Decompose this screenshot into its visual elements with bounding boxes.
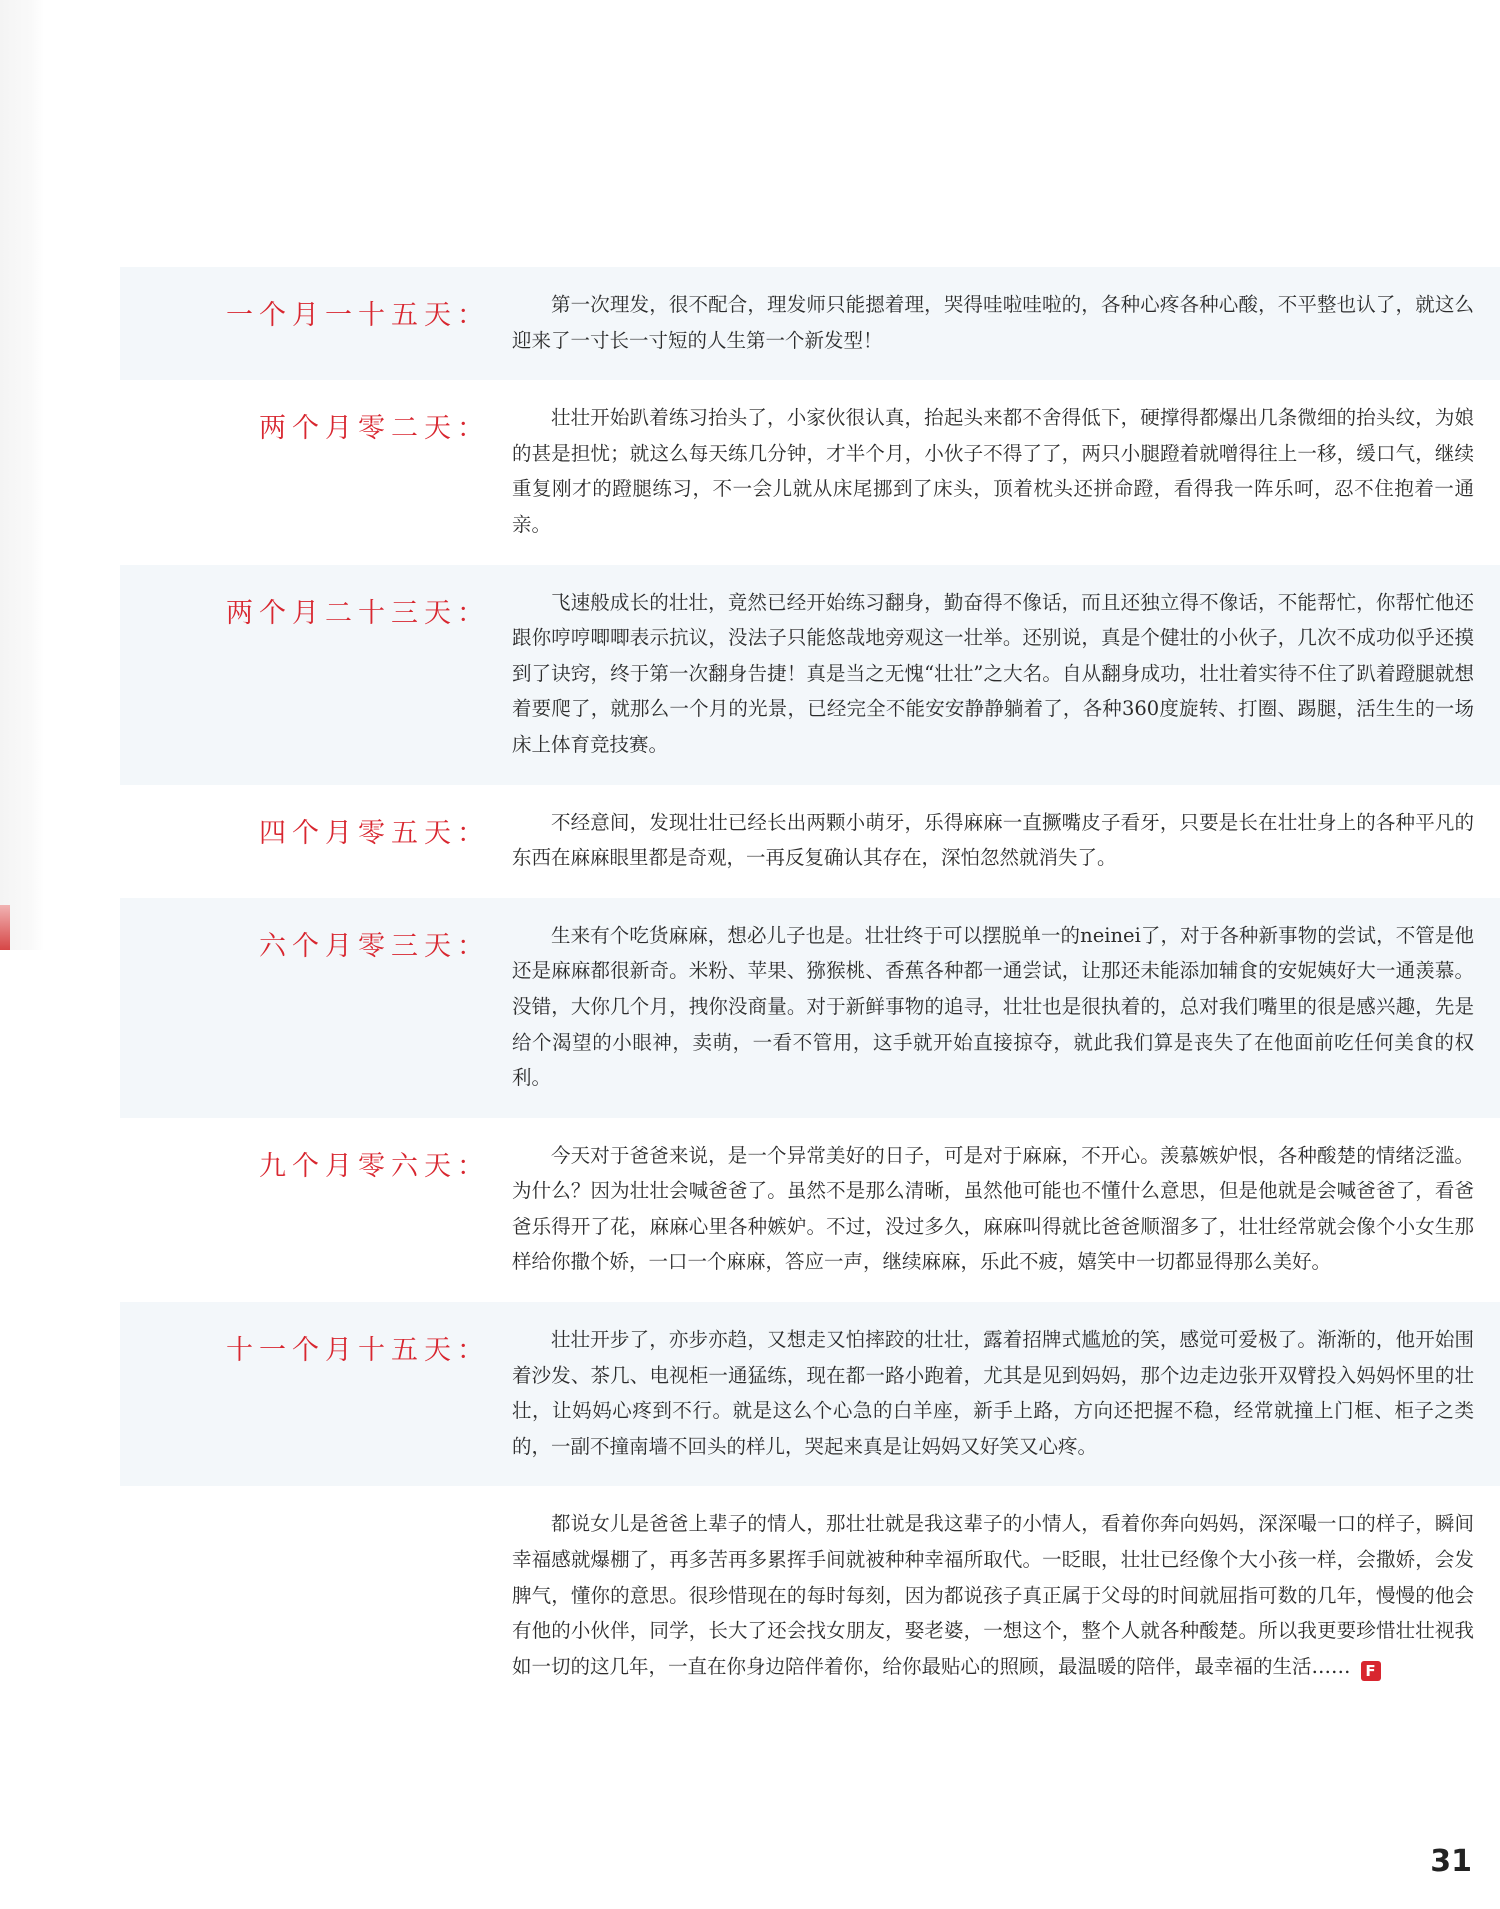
closing-paragraph (120, 1486, 1500, 1706)
entry-2 (120, 380, 1500, 564)
diary-entries (120, 267, 1500, 1706)
closing-text (512, 1506, 1474, 1684)
entry-6 (120, 1118, 1500, 1302)
entry-1 (120, 267, 1500, 380)
entry-text: 今天对于爸爸来说，是一个异常美好的日子，可是对于麻麻，不开心。羡慕嫉妒恨，各种酸楚的情绪泛滥。为什么？因为壮壮会喊爸爸了。虽然不是那么清晰，虽然他可能也不懂什么意思，但是他就是会喊爸爸了，看爸爸乐得开了花，麻麻心里各种嫉妒。不过，没过多久，麻麻叫得就比爸爸顺溜多了，壮壮经常就会像个小女生那样给你撒个娇，一口一个麻麻，答应一声，继续麻麻，乐此不疲，嬉笑中一切都显得那么美好。 (512, 1143, 1474, 1274)
entry-date: 六个月零三天： (259, 930, 490, 962)
entry-5 (120, 898, 1500, 1118)
entry-text: 第一次理发，很不配合，理发师只能摁着理，哭得哇啦哇啦的，各种心疼各种心酸，不平整也认了，就这么迎来了一寸长一寸短的人生第一个新发型！ (512, 293, 1474, 352)
entry-date: 一个月一十五天： (226, 300, 490, 331)
entry-text: 不经意间，发现壮壮已经长出两颗小萌牙，乐得麻麻一直撅嘴皮子看牙，只要是长在壮壮身上的各种平凡的东西在麻麻眼里都是奇观，一再反复确认其存在，深怕忽然就消失了。 (512, 810, 1474, 870)
end-of-article-icon: F (1361, 1661, 1381, 1681)
entry-date: 两个月二十三天： (226, 597, 490, 629)
closing-text-content: 都说女儿是爸爸上辈子的情人，那壮壮就是我这辈子的小情人，看着你奔向妈妈，深深嘬一口的样子，瞬间幸福感就爆棚了，再多苦再多累挥手间就被种种幸福所取代。一眨眼，壮壮已经像个大小孩一样，会撒娇，会发脾气，懂你的意思。很珍惜现在的每时每刻，因为都说孩子真正属于父母的时间就屈指可数的几年，慢慢的他会有他的小伙伴，同学，长大了还会找女朋友，娶老婆，一想这个，整个人就各种酸楚。所以我更要珍惜壮壮视我如一切的这几年，一直在你身边陪伴着你，给你最贴心的照顾，最温暖的陪伴，最幸福的生活…… (512, 1512, 1474, 1678)
entry-text: 生来有个吃货麻麻，想必儿子也是。壮壮终于可以摆脱单一的neinei了，对于各种新事物的尝试，不管是他还是麻麻都很新奇。米粉、苹果、猕猴桃、香蕉各种都一通尝试，让那还未能添加辅食的安妮姨好大一通羡慕。没错，大你几个月，拽你没商量。对于新鲜事物的追寻，壮壮也是很执着的，总对我们嘴里的很是感兴趣，先是给个渴望的小眼神，卖萌，一看不管用，这手就开始直接掠夺，就此我们算是丧失了在他面前吃任何美食的权利。 (512, 923, 1474, 1090)
page-number: 31 (1430, 1844, 1472, 1879)
entry-7 (120, 1302, 1500, 1486)
left-photo-edge (0, 0, 44, 950)
entry-text: 壮壮开始趴着练习抬头了，小家伙很认真，抬起头来都不舍得低下，硬撑得都爆出几条微细的抬头纹，为娘的甚是担忧；就这么每天练几分钟，才半个月，小伙子不得了了，两只小腿蹬着就噌得往上一移，缓口气，继续重复刚才的蹬腿练习，不一会儿就从床尾挪到了床头，顶着枕头还拼命蹬，看得我一阵乐呵，忍不住抱着一通亲。 (512, 406, 1474, 536)
entry-date: 四个月零五天： (259, 817, 490, 849)
entry-4 (120, 785, 1500, 898)
entry-date: 两个月零二天： (259, 413, 490, 445)
entry-text: 飞速般成长的壮壮，竟然已经开始练习翻身，勤奋得不像话，而且还独立得不像话，不能帮忙，你帮忙他还跟你哼哼唧唧表示抗议，没法子只能悠哉地旁观这一壮举。还别说，真是个健壮的小伙子，几次不成功似乎还摸到了诀窍，终于第一次翻身告捷！真是当之无愧“壮壮”之大名。自从翻身成功，壮壮着实待不住了趴着蹬腿就想着要爬了，就那么一个月的光景，已经完全不能安安静静躺着了，各种360度旋转、打圈、踢腿，活生生的一场床上体育竞技赛。 (512, 590, 1474, 756)
entry-text: 壮壮开步了，亦步亦趋，又想走又怕摔跤的壮壮，露着招牌式尴尬的笑，感觉可爱极了。渐渐的，他开始围着沙发、茶几、电视柜一通猛练，现在都一路小跑着，尤其是见到妈妈，那个边走边张开双臂投入妈妈怀里的壮壮，让妈妈心疼到不行。就是这么个心急的白羊座，新手上路，方向还把握不稳，经常就撞上门框、柜子之类的，一副不撞南墙不回头的样儿，哭起来真是让妈妈又好笑又心疼。 (512, 1328, 1474, 1458)
entry-date: 九个月零六天： (259, 1150, 490, 1182)
entry-3 (120, 565, 1500, 785)
photo-red-accent (0, 905, 10, 950)
entry-date: 十一个月十五天： (226, 1335, 490, 1367)
